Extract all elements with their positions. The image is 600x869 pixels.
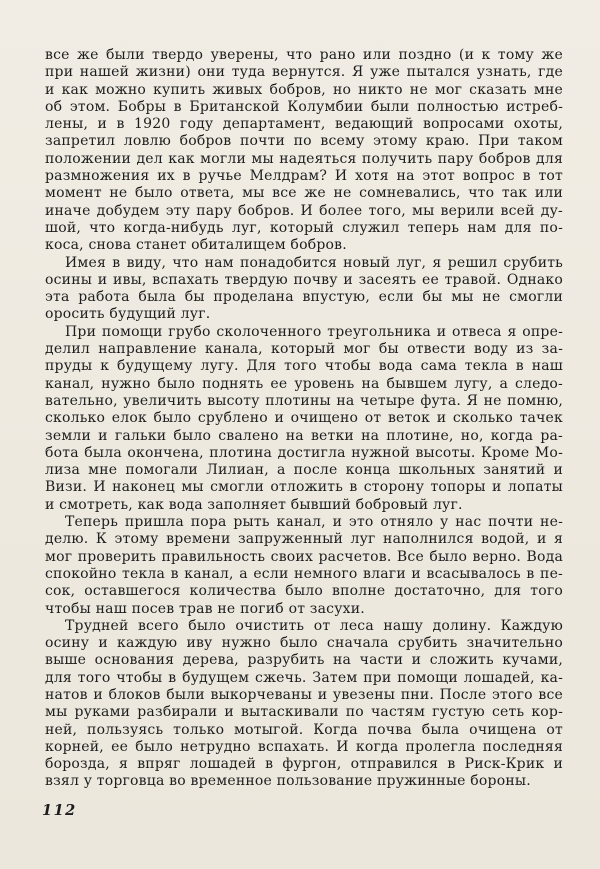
text-line: натов и блоков были выкорчеваны и увезены пни. После этого все [45,686,563,703]
text-line: размножения их в ручье Мелдрам? И хотя на этот вопрос в тот [45,168,563,185]
text-line: об этом. Бобры в Британской Колумбии были полностью истреб- [45,98,563,115]
text-line: Трудней всего было очистить от леса нашу долину. Каждую [65,617,563,634]
text-line: осину и каждую иву нужно было сначала срубить значительно [45,635,563,652]
text-line: ней, пользуясь только мотыгой. Когда почва была очищена от [45,721,563,738]
text-line: сок, оставшегося количества было вполне достаточно, для того [45,583,563,600]
text-line: коса, снова станет обиталищем бобров. [45,237,347,254]
text-line: делю. К этому времени запруженный луг наполнился водой, и я [45,531,563,548]
text-line: и смотреть, как вода заполняет бывший бобровый луг. [45,496,463,513]
text-line: при нашей жизни) они туда вернутся. Я уже пытался узнать, где [45,64,563,81]
text-line: вательно, увеличить высоту плотины на четыре фута. Я не помню, [45,392,563,409]
text-line: пруды к будущему лугу. Для того чтобы вода сама текла в наш [45,358,563,375]
paragraph [45,255,563,324]
text-line: эта работа была бы проделана впустую, если бы мы не смогли [45,289,563,306]
text-line: канал, нужно было поднять ее уровень на бывшем лугу, а следо- [45,375,563,392]
text-line: Теперь пришла пора рыть канал, и это отняло у нас почти не- [65,514,563,531]
text-line: корней, ее было нетрудно вспахать. И когда пролегла последняя [45,738,563,755]
text-line: спокойно текла в канал, а если немного влаги и всасывалось в пе- [45,565,563,582]
paragraph [45,514,563,618]
text-line: Имея в виду, что нам понадобится новый луг, я решил срубить [65,254,563,271]
paragraph [45,618,563,791]
paragraph [45,47,563,255]
text-line: для того чтобы в будущем сжечь. Затем при помощи лошадей, ка- [45,669,563,686]
text-line: момент не было ответа, мы все же не сомневались, что так или [45,185,563,202]
text-line: делил направление канала, который мог бы отвести воду из за- [45,341,563,358]
text-line: лены, и в 1920 году департамент, ведающий вопросами охоты, [45,116,563,133]
text-line: все же были твердо уверены, что рано или поздно (и к тому же [45,47,563,63]
text-line: запретил ловлю бобров почти по всему этому краю. При таком [45,133,563,150]
text-line: шой, что когда-нибудь луг, который служил теперь нам для по- [45,219,563,236]
text-line: земли и гальки было свалено на ветки на плотине, но, когда ра- [45,427,563,444]
text-line: чтобы наш посев трав не погиб от засухи. [45,600,365,617]
text-line: Визи. И наконец мы смогли отложить в сторону топоры и лопаты [45,479,563,496]
text-line: и как можно купить живых бобров, но никто не мог сказать мне [45,81,563,98]
text-line: иначе добудем эту пару бобров. И более того, мы верили всей ду- [45,202,563,219]
text-line: При помощи грубо сколоченного треугольника и отвеса я опре- [65,323,563,340]
text-line: оросить будущий луг. [45,306,211,323]
text-line: лиза мне помогали Лилиан, а после конца школьных занятий и [45,462,563,479]
page-number: 112 [42,802,77,819]
page-text [45,47,563,791]
text-line: борозда, я впряг лошадей в фургон, отправился в Риск-Крик и [45,756,563,773]
text-line: взял у торговца во временное пользование пружинные бороны. [45,773,531,790]
text-line: положении дел как могли мы надеяться получить пару бобров для [45,150,563,167]
text-line: мог проверить правильность своих расчетов. Все было верно. Вода [45,548,563,565]
paragraph [45,324,563,514]
text-line: выше основания дерева, разрубить на части и сложить кучами, [45,652,563,669]
text-line: мы руками разбирали и вытаскивали по частям густую сеть кор- [45,704,563,721]
text-line: осины и ивы, вспахать твердую почву и засеять ее травой. Однако [45,271,563,288]
text-line: бота была окончена, плотина достигла нужной высоты. Кроме Мо- [45,444,563,461]
text-line: сколько елок было срублено и очищено от веток и сколько тачек [45,410,563,427]
